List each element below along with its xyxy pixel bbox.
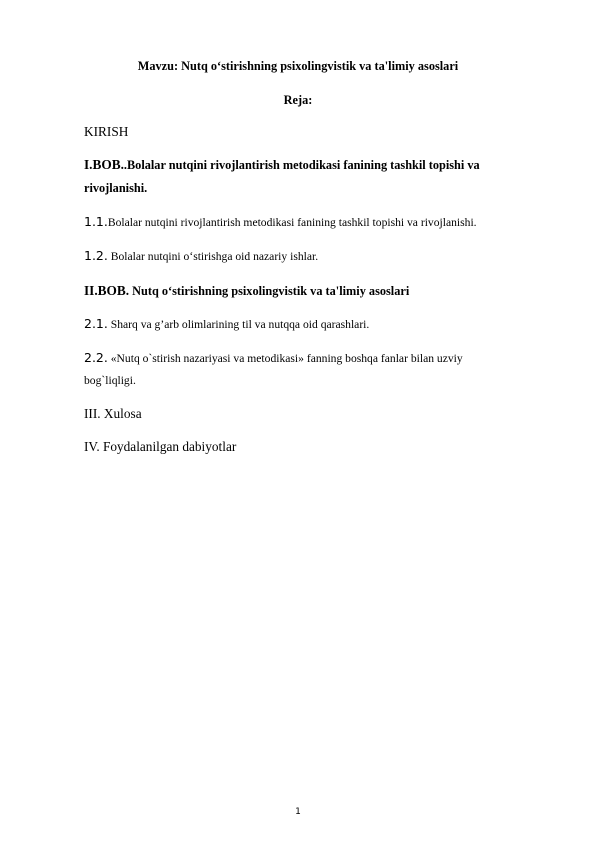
item-1-2-number: 1.2. <box>84 248 108 263</box>
plan-heading: Reja: <box>283 93 313 107</box>
item-2-2-text-line1: «Nutq o`stirish nazariyasi va metodikasi» fanning boshqa fanlar bilan uzviy <box>107 352 463 365</box>
chapter1-title-line2: rivojlanishi. <box>84 181 148 195</box>
chapter2-title: Nutq o‘stirishning psixolingvistik va ta'limiy asoslari <box>129 284 410 298</box>
item-1-2-text: Bolalar nutqini o‘stirishga oid nazariy ishlar. <box>107 250 319 263</box>
references-heading: IV. Foydalanilgan dabiyotlar <box>84 439 237 454</box>
item-2-2-number: 2.2. <box>84 350 108 365</box>
item-1-1-number: 1.1. <box>84 214 108 229</box>
item-1-1 <box>84 214 477 230</box>
item-2-1-text: Sharq va g’arb olimlarining til va nutqqa oid qarashlari. <box>107 318 370 331</box>
item-1-1-text: Bolalar nutqini rivojlantirish metodikasi fanining tashkil topishi va rivojlanishi. <box>107 216 477 229</box>
item-2-1 <box>84 316 369 332</box>
chapter2-prefix: II.BOB. <box>84 283 130 298</box>
chapter1-prefix: I.BOB. <box>84 157 124 172</box>
chapter1-title-line1: .Bolalar nutqini rivojlantirish metodikasi fanining tashkil topishi va <box>123 158 480 172</box>
document-title: Mavzu: Nutq o‘stirishning psixolingvistik va ta'limiy asoslari <box>137 59 459 73</box>
item-2-2-text-line2: bog`liqligi. <box>84 374 136 387</box>
item-1-2 <box>84 248 318 264</box>
page-number: 1 <box>295 807 301 817</box>
conclusion-heading: III. Xulosa <box>84 406 142 421</box>
item-2-2-line1 <box>84 350 463 366</box>
chapter2-heading <box>84 283 409 299</box>
item-2-1-number: 2.1. <box>84 316 108 331</box>
intro-heading: KIRISH <box>84 124 129 139</box>
chapter1-heading-line1 <box>84 157 480 173</box>
